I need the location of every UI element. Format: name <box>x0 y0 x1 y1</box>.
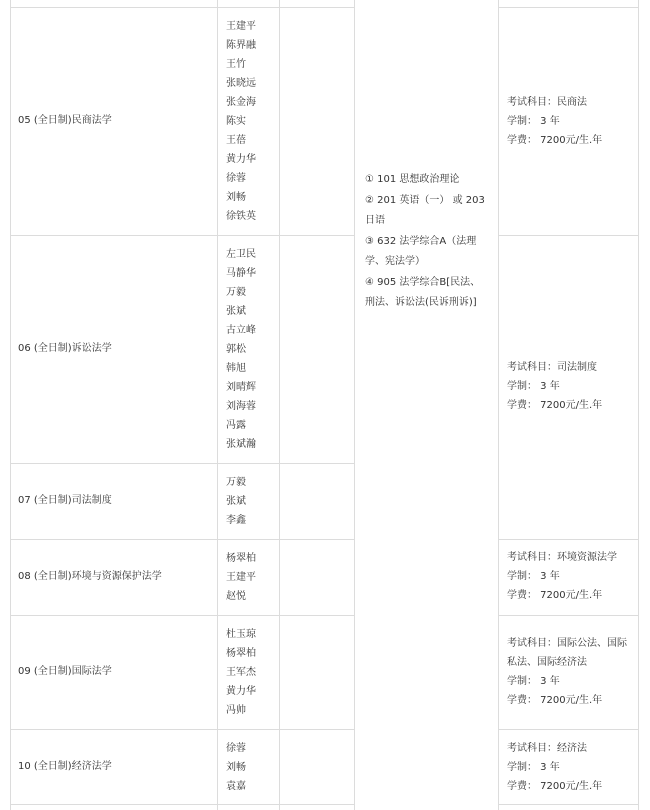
supervisor: 马静华 <box>226 268 256 279</box>
supervisor: 王军杰 <box>226 667 256 678</box>
note-line: 考试科目：民商法 <box>507 97 587 108</box>
supervisor: 黄力华 <box>226 686 256 697</box>
note-line: 学费： 7200元/生.年 <box>507 695 603 706</box>
supervisor: 万毅 <box>226 287 246 298</box>
major-name: 06 (全日制)诉讼法学 <box>18 343 112 354</box>
supervisor: 刘晴辉 <box>226 382 256 393</box>
supervisor: 王建平 <box>226 572 256 583</box>
supervisor: 杨翠柏 <box>226 553 256 564</box>
major-name: 08 (全日制)环境与资源保护法学 <box>18 571 162 582</box>
major-name: 10 (全日制)经济法学 <box>18 761 112 772</box>
note-line: 学制： 3 年 <box>507 116 560 127</box>
supervisor: 古立峰 <box>226 325 256 336</box>
supervisor-list <box>226 17 256 226</box>
exam-subjects-cell <box>365 170 490 314</box>
supervisor: 黄力华 <box>226 154 256 165</box>
major-name: 05 (全日制)民商法学 <box>18 115 112 126</box>
note-line: 学制： 3 年 <box>507 381 560 392</box>
supervisor-list <box>226 473 246 530</box>
row-divider <box>10 539 354 540</box>
supervisor: 刘畅 <box>226 192 246 203</box>
note-row-divider <box>498 729 638 730</box>
supervisor-list <box>226 625 256 720</box>
supervisor: 张晓远 <box>226 78 256 89</box>
supervisor: 冯帅 <box>226 705 246 716</box>
supervisor: 刘海蓉 <box>226 401 256 412</box>
supervisor: 陈界融 <box>226 40 256 51</box>
note-cell <box>507 93 602 150</box>
supervisor: 张斌瀚 <box>226 439 256 450</box>
supervisor: 刘畅 <box>226 762 246 773</box>
supervisor: 张斌 <box>226 496 246 507</box>
supervisor: 徐蓉 <box>226 743 246 754</box>
note-line: 学费： 7200元/生.年 <box>507 590 603 601</box>
supervisor-list <box>226 245 256 454</box>
note-line: 学制： 3 年 <box>507 676 560 687</box>
note-row-divider <box>498 7 638 8</box>
note-line: 学费： 7200元/生.年 <box>507 781 603 792</box>
note-line: 私法、国际经济法 <box>507 657 587 668</box>
exam-subject: ② 201 英语（一） 或 203 日语 <box>365 195 485 226</box>
supervisor: 徐蓉 <box>226 173 246 184</box>
note-line: 考试科目：环境资源法学 <box>507 552 617 563</box>
row-divider <box>10 235 354 236</box>
major-name: 07 (全日制)司法制度 <box>18 495 112 506</box>
row-divider <box>10 804 354 805</box>
supervisor: 郭松 <box>226 344 246 355</box>
note-cell <box>507 739 602 796</box>
note-line: 考试科目：司法制度 <box>507 362 597 373</box>
supervisor: 袁嘉 <box>226 781 246 792</box>
note-line: 学制： 3 年 <box>507 571 560 582</box>
supervisor: 徐铁英 <box>226 211 256 222</box>
note-line: 考试科目：国际公法、国际 <box>507 638 627 649</box>
supervisor: 韩旭 <box>226 363 246 374</box>
column-divider <box>217 0 218 810</box>
supervisor: 陈实 <box>226 116 246 127</box>
note-row-divider <box>498 615 638 616</box>
exam-subject: ④ 905 法学综合B[民法、刑法、诉讼法(民诉刑诉)] <box>365 277 481 308</box>
note-line: 学制： 3 年 <box>507 762 560 773</box>
supervisor: 赵悦 <box>226 591 246 602</box>
row-divider <box>10 615 354 616</box>
note-cell <box>507 634 627 710</box>
supervisor: 左卫民 <box>226 249 256 260</box>
note-row-divider <box>498 539 638 540</box>
exam-subject: ① 101 思想政治理论 <box>365 174 460 185</box>
exam-subject: ③ 632 法学综合A（法理学、宪法学） <box>365 236 477 267</box>
supervisor: 王蓓 <box>226 135 246 146</box>
row-divider <box>10 729 354 730</box>
row-divider <box>10 7 354 8</box>
table-border-left <box>10 0 11 810</box>
supervisor: 万毅 <box>226 477 246 488</box>
note-line: 考试科目：经济法 <box>507 743 587 754</box>
supervisor: 王竹 <box>226 59 246 70</box>
supervisor: 张金海 <box>226 97 256 108</box>
supervisor: 杨翠柏 <box>226 648 256 659</box>
supervisor: 冯露 <box>226 420 246 431</box>
supervisor-list <box>226 739 246 796</box>
supervisor: 杜玉琼 <box>226 629 256 640</box>
column-divider <box>354 0 355 810</box>
note-cell <box>507 548 617 605</box>
supervisor: 王建平 <box>226 21 256 32</box>
supervisor-list <box>226 549 256 606</box>
supervisor: 张斌 <box>226 306 246 317</box>
row-divider <box>10 463 354 464</box>
table-border-right <box>638 0 639 810</box>
note-row-divider <box>498 804 638 805</box>
note-line: 学费： 7200元/生.年 <box>507 400 603 411</box>
column-divider <box>498 0 499 810</box>
major-name: 09 (全日制)国际法学 <box>18 666 112 677</box>
note-line: 学费： 7200元/生.年 <box>507 135 603 146</box>
supervisor: 李鑫 <box>226 515 246 526</box>
column-divider <box>279 0 280 810</box>
note-row-divider <box>498 235 638 236</box>
note-cell <box>507 358 602 415</box>
